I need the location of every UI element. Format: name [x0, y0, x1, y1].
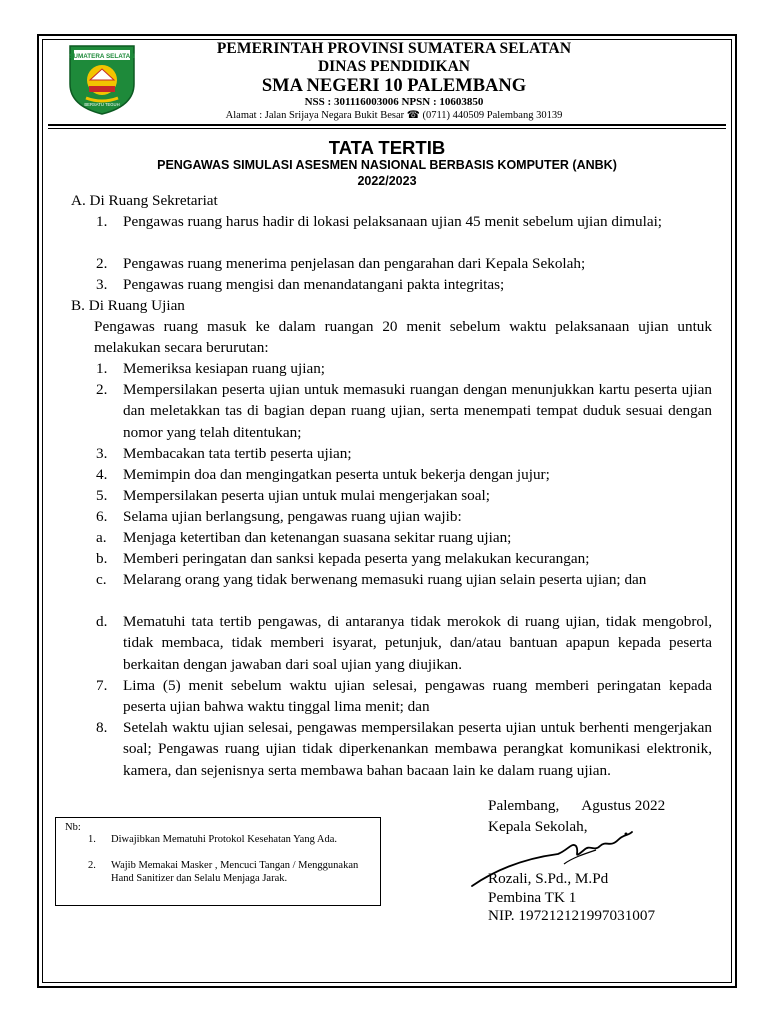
list-item [96, 506, 712, 527]
list-item-number: 3. [96, 445, 108, 462]
emblem-motto-text: BERSATU TEGUH [84, 102, 120, 107]
note-label: Nb: [65, 822, 81, 833]
signature-place-date: Palembang, Agustus 2022 [488, 797, 666, 814]
list-item-text: Pengawas ruang mengisi dan menandatangani pakta integritas; [123, 276, 505, 293]
list-item-number: 5. [96, 487, 108, 504]
letterhead-government: PEMERINTAH PROVINSI SUMATERA SELATAN [216, 40, 572, 57]
list-item [96, 485, 712, 506]
list-item-letter: a. [96, 529, 107, 546]
list-item-text: Mempersilakan peserta ujian untuk memasuki ruangan dengan menunjukkan kartu peserta ujian dan meletakkan tas di bagian depan ruang ujian, serta menempati tempat duduk sesuai dengan nomor yang telah ditentukan; [123, 381, 712, 441]
list-item-number: 2. [96, 381, 108, 398]
list-item [96, 527, 712, 548]
section-b-intro: Pengawas ruang masuk ke dalam ruangan 20 menit sebelum waktu pelaksanaan ujian untuk melakukan secara berurutan: [94, 318, 712, 357]
list-item-text: Memimpin doa dan mengingatkan peserta untuk bekerja dengan jujur; [123, 466, 550, 483]
section-a-heading: A. Di Ruang Sekretariat [71, 192, 218, 209]
list-item-text: Memeriksa kesiapan ruang ujian; [123, 360, 326, 377]
list-item [96, 717, 712, 781]
letterhead-address: Alamat : Jalan Srijaya Negara Bukit Besar ☎ (0711) 440509 Palembang 30139 [225, 110, 563, 121]
list-item [96, 211, 712, 232]
note-item [88, 834, 368, 847]
emblem-top-text: SUMATERA SELATAN [69, 53, 135, 60]
list-item-text: Memberi peringatan dan sanksi kepada peserta yang melakukan kecurangan; [123, 550, 590, 567]
list-item [96, 274, 712, 295]
signature-position: Kepala Sekolah, [488, 818, 588, 835]
list-item-text: Melarang orang yang tidak berwenang memasuki ruang ujian selain peserta ujian; dan [123, 571, 647, 588]
list-item-number: 1. [96, 360, 108, 377]
signature-nip: NIP. 197212121997031007 [488, 907, 656, 924]
letterhead-department: DINAS PENDIDIKAN [317, 58, 470, 75]
list-item-number: 3. [96, 276, 108, 293]
signature-rank: Pembina TK 1 [488, 889, 577, 906]
list-item [96, 611, 712, 675]
list-item-letter: b. [96, 550, 108, 567]
list-item [96, 443, 712, 464]
note-item-number: 1. [88, 834, 96, 845]
document-title: TATA TERTIB [328, 137, 446, 158]
note-item [88, 860, 368, 885]
note-box [55, 817, 381, 906]
list-item [96, 464, 712, 485]
list-item-text: Pengawas ruang harus hadir di lokasi pelaksanaan ujian 45 menit sebelum ujian dimulai; [123, 213, 663, 230]
list-item-text: Lima (5) menit sebelum waktu ujian selesai, pengawas ruang memberi peringatan kepada peserta ujian bahwa waktu tinggal lima menit; dan [123, 677, 712, 716]
signature-name: Rozali, S.Pd., M.Pd [488, 870, 609, 887]
list-item-text: Membacakan tata tertib peserta ujian; [123, 445, 352, 462]
list-item-text: Setelah waktu ujian selesai, pengawas mempersilakan peserta ujian untuk berhenti mengerjakan soal; Pengawas ruang ujian tidak diperkenankan membawa perangkat komunikasi elektronik, kamera, dan sejenisnya serta membawa bahan bacaan lain ke dalam ruang ujian. [123, 719, 712, 779]
document-subtitle: PENGAWAS SIMULASI ASESMEN NASIONAL BERBASIS KOMPUTER (ANBK) [157, 158, 617, 172]
letterhead-divider-thick [48, 124, 726, 126]
section-b-heading: B. Di Ruang Ujian [71, 297, 185, 314]
note-item-number: 2. [88, 860, 96, 871]
letterhead-divider-thin [48, 128, 726, 129]
list-item-text: Menjaga ketertiban dan ketenangan suasana sekitar ruang ujian; [123, 529, 512, 546]
list-item-number: 4. [96, 466, 108, 483]
list-item-text: Pengawas ruang menerima penjelasan dan pengarahan dari Kepala Sekolah; [123, 255, 586, 272]
list-item [96, 358, 712, 379]
list-item-text: Mempersilakan peserta ujian untuk mulai mengerjakan soal; [123, 487, 490, 504]
list-item [96, 569, 712, 590]
list-item-text: Mematuhi tata tertib pengawas, di antaranya tidak merokok di ruang ujian, tidak mengobrol, tidak membaca, tidak memberi isyarat, petunjuk, dan/atau bantuan apapun kepada peserta berkaitan dengan jawaban dari soal ujian yang diujikan. [123, 613, 712, 673]
letterhead-school-name: SMA NEGERI 10 PALEMBANG [261, 76, 527, 96]
list-item-letter: c. [96, 571, 107, 588]
list-item-number: 6. [96, 508, 108, 525]
list-item [96, 675, 712, 718]
list-item-text: Selama ujian berlangsung, pengawas ruang ujian wajib: [123, 508, 462, 525]
list-item-letter: d. [96, 613, 108, 630]
list-item [96, 379, 712, 443]
province-emblem-icon [64, 40, 140, 116]
list-item-number: 2. [96, 255, 108, 272]
document-year: 2022/2023 [357, 174, 417, 188]
list-item-number: 1. [96, 213, 108, 230]
list-item [96, 253, 712, 274]
list-item-number: 7. [96, 677, 108, 694]
list-item-number: 8. [96, 719, 108, 736]
letterhead-school-ids: NSS : 301116003006 NPSN : 10603850 [304, 96, 484, 108]
list-item [96, 548, 712, 569]
note-item-text: Wajib Memakai Masker , Mencuci Tangan / Menggunakan Hand Sanitizer dan Selalu Menjaga Jarak. [111, 860, 359, 884]
note-item-text: Diwajibkan Mematuhi Protokol Kesehatan Yang Ada. [111, 834, 338, 845]
